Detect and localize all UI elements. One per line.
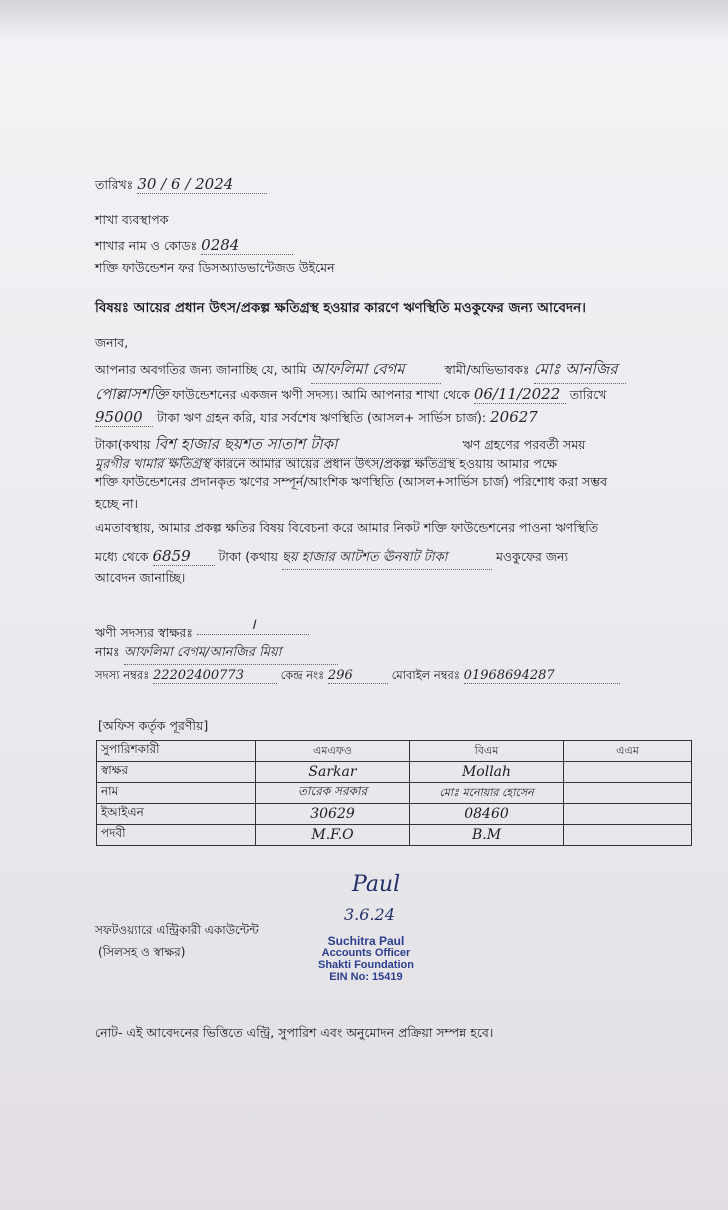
- para1-text2: স্বামী/অভিভাবকঃ: [444, 362, 530, 377]
- accountant-signature: Paul: [352, 872, 401, 897]
- table-cell: [564, 762, 692, 783]
- addressee-line1: শাখা ব্যবস্থাপক: [95, 212, 169, 227]
- table-cell: [564, 804, 692, 825]
- table-cell: মোঃ মনোয়ার হোসেন: [410, 783, 564, 804]
- table-cell: [564, 825, 692, 846]
- subject: বিষয়ঃ আয়ের প্রধান উৎস/প্রকল্প ক্ষতিগ্রস্থ হওয়ার কারণে ঋণস্থিতি মওকুফের জন্য আবেদন।: [95, 300, 586, 316]
- salutation: জনাব,: [95, 335, 129, 350]
- para1-text5: টাকা ঋণ গ্রহন করি, যার সর্বশেষ ঋণস্থিতি (আসল+ সার্ভিস চার্জ):: [156, 410, 487, 425]
- office-caption: [অফিস কর্তৃক পূরণীয়]: [98, 718, 209, 733]
- para1-text6: টাকা(কথায়: [95, 437, 151, 452]
- table-cell: [564, 783, 692, 804]
- para1-line7: হচ্ছে না।: [95, 496, 138, 511]
- table-header-cell: সুপারিশকারী: [97, 741, 256, 762]
- member-id: 22202400773: [153, 668, 277, 684]
- office-table: [96, 740, 692, 846]
- stamp-ein: EIN No: 15419: [329, 971, 403, 983]
- stamp-name: Suchitra Paul: [327, 934, 405, 948]
- mobile-number: 01968694287: [464, 668, 620, 684]
- loan-date: 06/11/2022: [474, 385, 566, 404]
- table-cell: 08460: [410, 804, 564, 825]
- member-sign-label: ঋণী সদস্যর স্বাক্ষরঃ: [95, 625, 193, 640]
- table-header-cell: এমএফও: [256, 741, 410, 762]
- para1-text7: ঋণ গ্রহণের পরবর্তী সময়: [462, 437, 586, 452]
- waive-amount: 6859: [153, 547, 215, 566]
- table-row: [97, 783, 692, 804]
- loan-balance: 20627: [490, 408, 538, 426]
- para1-line2: [95, 383, 606, 408]
- para1-line1: [95, 358, 626, 384]
- member-signature: ।: [197, 614, 309, 635]
- stamp-org: Shakti Foundation: [318, 959, 414, 971]
- para2-text3: টাকা (কথায়: [218, 549, 278, 564]
- table-cell: Sarkar: [256, 762, 410, 783]
- para1-text8: কারনে আমার আয়ের প্রধান উৎস/প্রকল্প ক্ষতিগ্রস্থ হওয়ায় আমার পক্ষে: [213, 456, 557, 471]
- table-row: [97, 741, 692, 762]
- member-id-label: সদস্য নম্বরঃ: [95, 668, 150, 682]
- table-cell: B.M: [410, 825, 564, 846]
- para2-text2: মধ্যে থেকে: [95, 549, 149, 564]
- center-number: 296: [328, 668, 388, 684]
- para1-line3: [95, 408, 538, 430]
- table-cell: তারেক সরকার: [256, 783, 410, 804]
- stamp-title: Accounts Officer: [321, 947, 411, 959]
- place-hand: পোল্লাসশক্তি: [95, 385, 169, 403]
- guardian-name: মোঃ আনজির: [534, 358, 626, 384]
- table-cell: Mollah: [410, 762, 564, 783]
- member-id-line: [95, 667, 620, 686]
- accountant-label-line1: সফটওয়্যারে এন্ট্রিকারী একাউন্টেন্ট: [95, 923, 259, 937]
- row-label: পদবী: [97, 825, 256, 846]
- para2-line2: [95, 547, 568, 570]
- branch-label: শাখার নাম ও কোডঃ: [95, 238, 198, 253]
- row-label: স্বাক্ষর: [97, 762, 256, 783]
- center-label: কেন্দ্র নংঃ: [280, 668, 325, 682]
- footer-note: নোট- এই আবেদনের ভিত্তিতে এন্ট্রি, সুপারিশ এবং অনুমোদন প্রক্রিয়া সম্পন্ন হবে।: [95, 1025, 494, 1040]
- branch-code: 0284: [201, 236, 293, 255]
- row-label: ইআইএন: [97, 804, 256, 825]
- date-label: তারিখঃ: [95, 177, 134, 192]
- table-header-cell: এএম: [564, 741, 692, 762]
- para1-text3: ফাউন্ডেশনের একজন ঋণী সদস্য। আমি আপনার শাখা থেকে: [172, 387, 470, 402]
- para1-line5: [95, 455, 557, 476]
- member-name-line: [95, 643, 338, 665]
- loan-amount: 95000: [95, 408, 153, 427]
- page-shadow: [0, 0, 728, 40]
- accountant-label-line2: (সিলসহ ও স্বাক্ষর): [98, 945, 186, 959]
- waive-in-words: ছয় হাজার আটশত ঊনষাট টাকা: [282, 548, 492, 570]
- table-row: [97, 762, 692, 783]
- table-cell: M.F.O: [256, 825, 410, 846]
- member-name: আফলিমা বেগম/আনজির মিয়া: [124, 643, 338, 665]
- member-sign-line: [95, 615, 309, 645]
- para1-text1: আপনার অবগতির জন্য জানাচ্ছি যে, আমি: [95, 362, 307, 377]
- member-name-label: নামঃ: [95, 644, 120, 659]
- balance-in-words: বিশ হাজার ছয়শত সাতাশ টাকা: [155, 433, 459, 459]
- addressee-line2: [95, 236, 293, 258]
- accounts-stamp: [318, 935, 414, 983]
- table-cell: 30629: [256, 804, 410, 825]
- para2-line1: এমতাবস্থায়, আমার প্রকল্প ক্ষতির বিষয় বিবেচনা করে আমার নিকট শক্তি ফাউন্ডেশনের পাওনা ঋণস্থিতি: [95, 520, 599, 535]
- mobile-label: মোবাইল নম্বরঃ: [391, 668, 461, 682]
- table-row: [97, 825, 692, 846]
- row-label: নাম: [97, 783, 256, 804]
- para2-text4: মওকুফের জন্য: [495, 549, 569, 564]
- para1-text4: তারিখে: [569, 387, 607, 402]
- table-header-cell: বিএম: [410, 741, 564, 762]
- date-value: 30 / 6 / 2024: [137, 175, 267, 194]
- date-line: [95, 175, 267, 197]
- damage-reason: মুরগীর খামার ক্ষতিগ্রস্থ: [95, 457, 210, 472]
- table-row: [97, 804, 692, 825]
- para2-line3: আবেদন জানাচ্ছি।: [95, 570, 186, 585]
- applicant-name: আফলিমা বেগম: [311, 358, 441, 384]
- addressee-line3: শক্তি ফাউন্ডেশন ফর ডিসঅ্যাডভান্টেজড উইমেন: [95, 260, 335, 275]
- para1-line6: শক্তি ফাউন্ডেশনের প্রদানকৃত ঋণের সম্পূর্ন/আংশিক ঋণস্থিতি (আসল+সার্ভিস চার্জ) পরিশোধ করা সম্ভব: [95, 474, 608, 489]
- signature-date: 3.6.24: [344, 905, 395, 924]
